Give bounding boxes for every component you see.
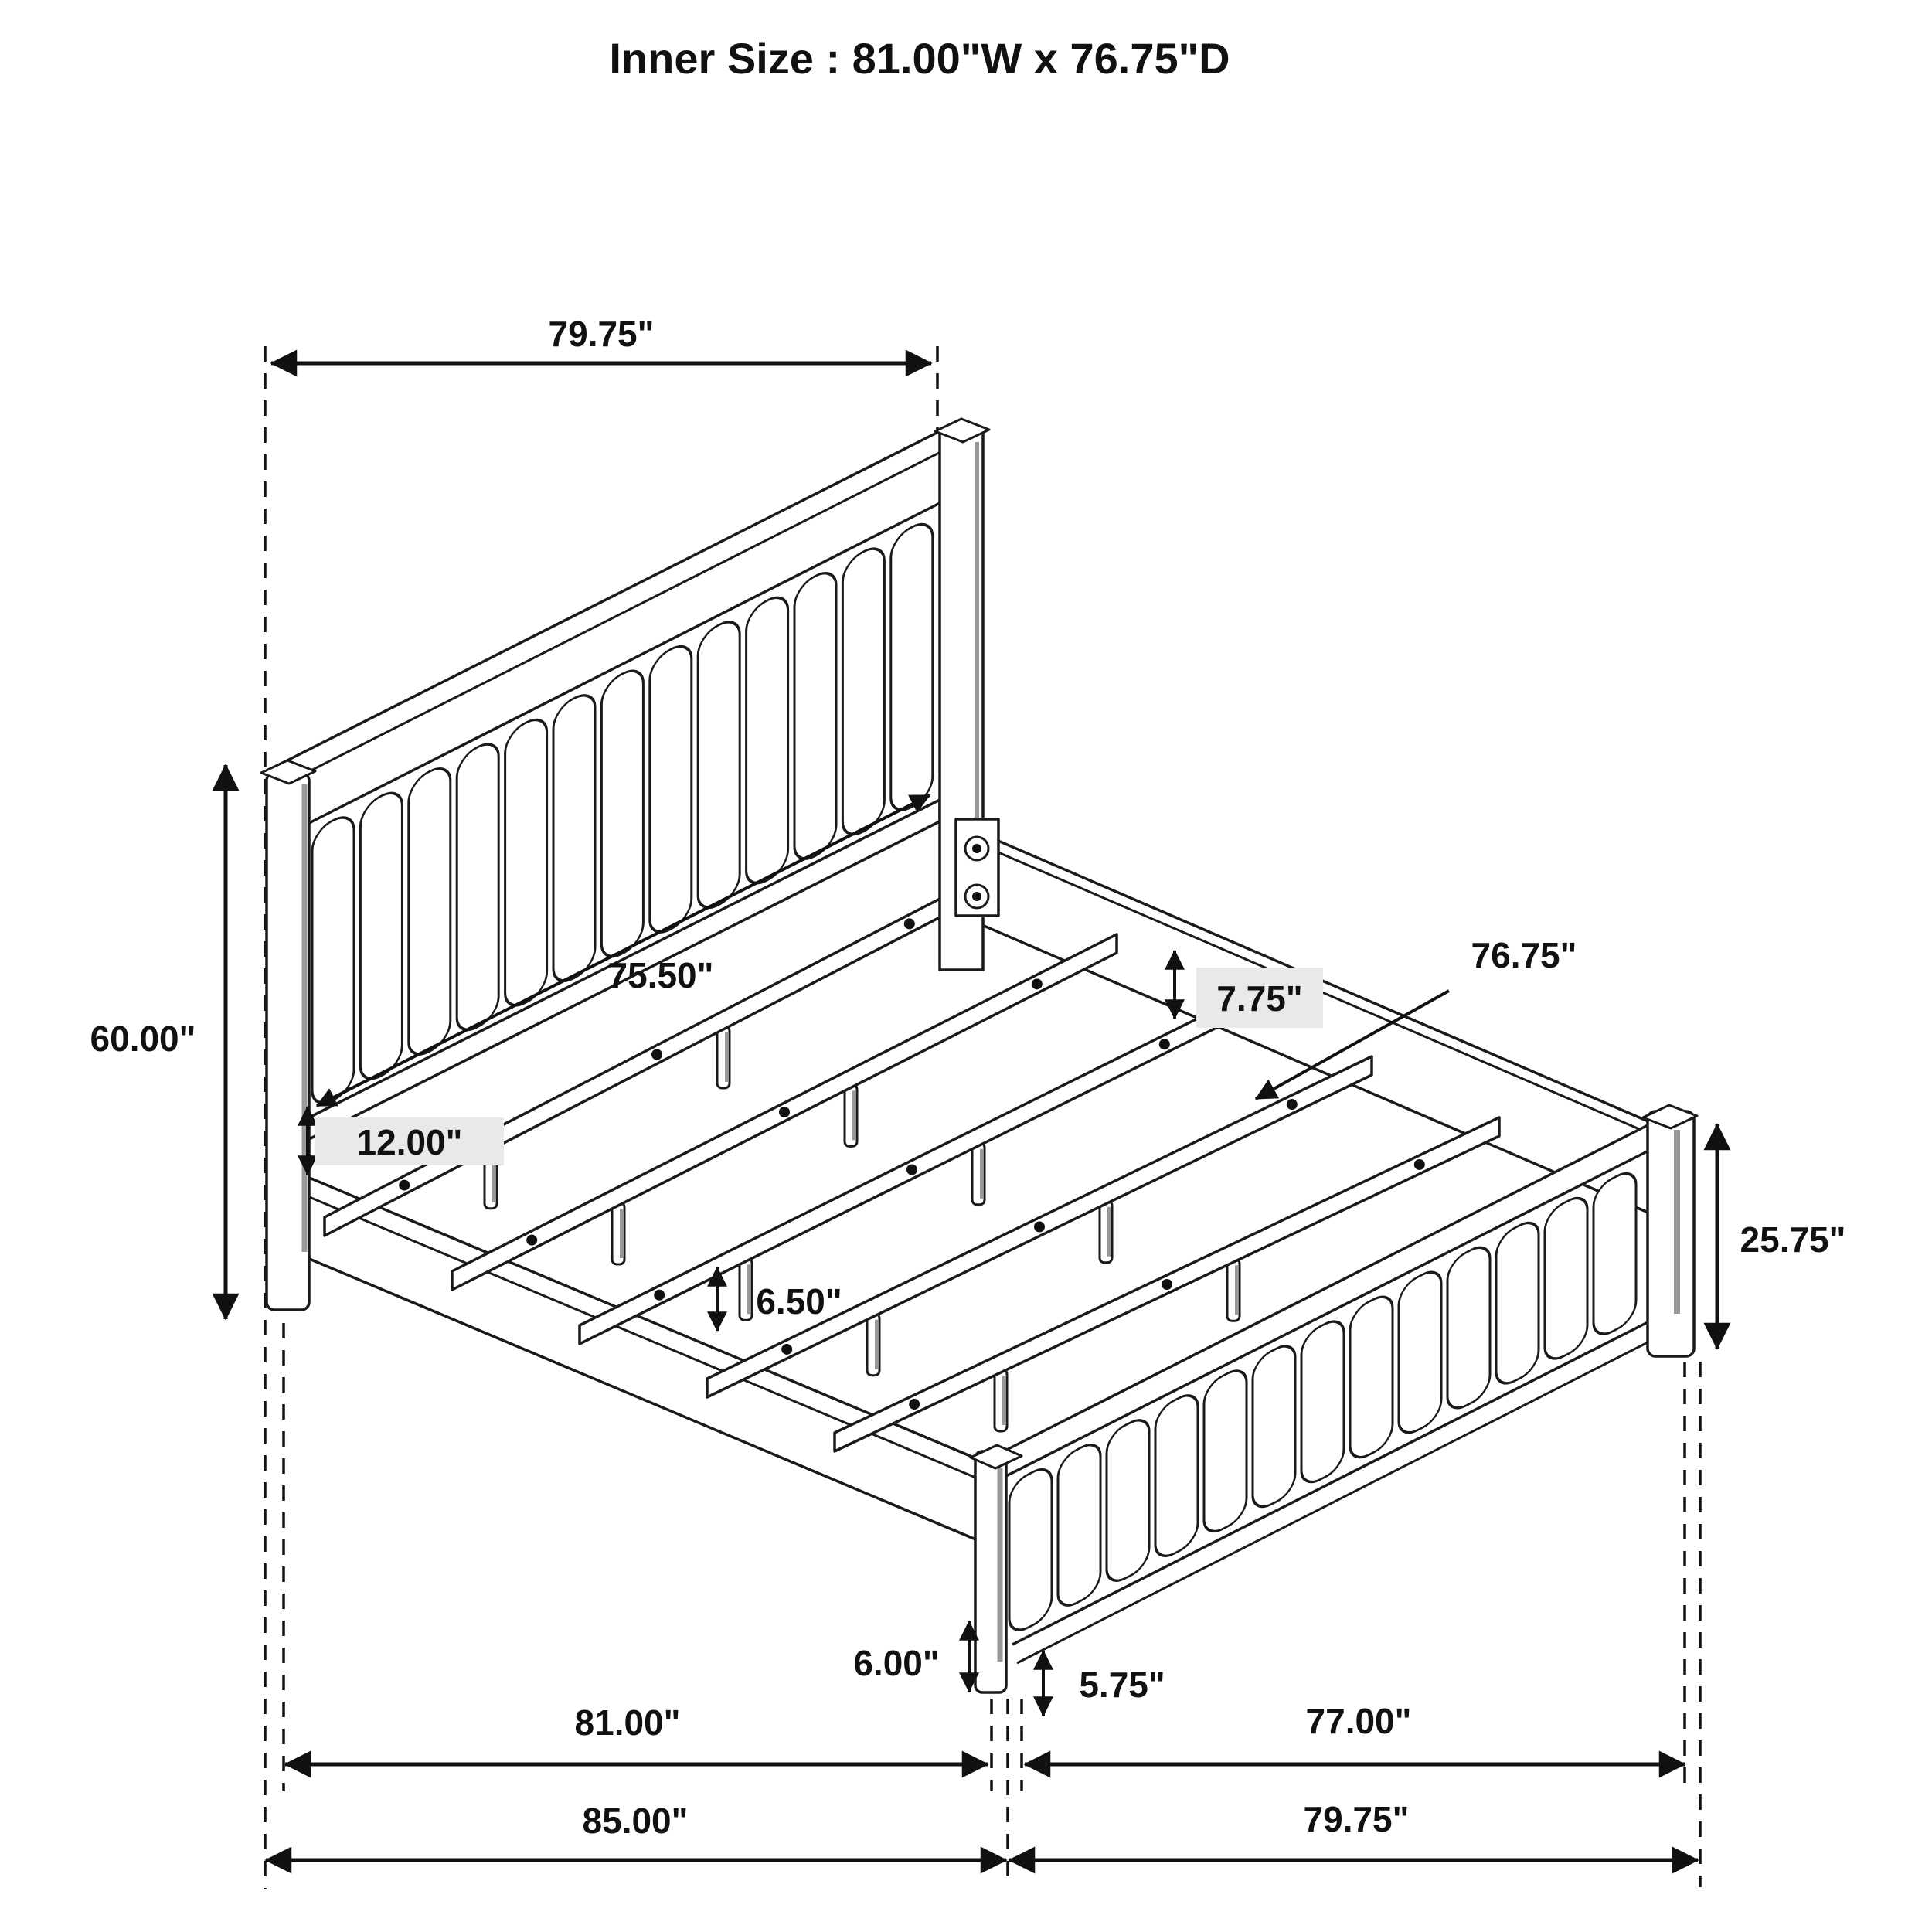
dim-label-footboard-leg: 5.75" bbox=[1079, 1665, 1165, 1705]
headboard-channel bbox=[409, 761, 451, 1062]
headboard-channel bbox=[312, 810, 354, 1111]
side-rail-left bbox=[308, 1177, 983, 1543]
screw-hole bbox=[1287, 1099, 1298, 1110]
dim-label-headboard-width: 79.75" bbox=[548, 314, 655, 354]
dim-label-overall-width: 85.00" bbox=[582, 1801, 689, 1841]
side-rail-left-edge bbox=[308, 1196, 983, 1481]
footboard-channel bbox=[1204, 1364, 1247, 1539]
screw-hole bbox=[654, 1290, 665, 1301]
screw-hole bbox=[1162, 1279, 1172, 1290]
headboard-channel bbox=[505, 712, 547, 1012]
dim-label-rail-height: 7.75" bbox=[1216, 978, 1303, 1019]
screw-hole bbox=[909, 1399, 920, 1410]
footboard-channel bbox=[1447, 1240, 1490, 1415]
headboard-channel bbox=[553, 688, 595, 988]
dim-label-slat-leg: 6.50" bbox=[756, 1281, 842, 1321]
dim-label-footboard-height: 25.75" bbox=[1740, 1219, 1846, 1260]
bolt bbox=[972, 892, 981, 901]
screw-hole bbox=[1159, 1039, 1170, 1049]
bracket-plate bbox=[956, 819, 998, 916]
screw-hole bbox=[1414, 1159, 1425, 1170]
footboard-channel bbox=[1009, 1462, 1052, 1637]
headboard-channel bbox=[794, 566, 836, 866]
bed-frame-drawing bbox=[261, 419, 1697, 1692]
screw-hole bbox=[526, 1235, 537, 1246]
footboard-channel bbox=[1496, 1216, 1539, 1390]
footboard-channel bbox=[1594, 1166, 1636, 1341]
page-title: Inner Size : 81.00"W x 76.75"D bbox=[609, 34, 1230, 83]
headboard-channel bbox=[457, 736, 498, 1037]
footboard-channel bbox=[1399, 1265, 1441, 1440]
bolt bbox=[972, 844, 981, 853]
headboard-channel bbox=[601, 663, 643, 964]
footboard-channel bbox=[1350, 1290, 1393, 1464]
screw-hole bbox=[651, 1049, 662, 1060]
screw-hole bbox=[1032, 978, 1043, 989]
headboard-channel bbox=[650, 639, 692, 940]
dim-label-inner-depth-floor: 77.00" bbox=[1305, 1701, 1412, 1741]
dim-label-inner-depth: 76.75" bbox=[1471, 935, 1577, 975]
dim-label-front-leg: 6.00" bbox=[853, 1643, 940, 1683]
footboard-channel bbox=[1253, 1339, 1295, 1514]
dim-label-overall-depth: 79.75" bbox=[1303, 1799, 1410, 1839]
headboard-channel bbox=[698, 614, 740, 915]
dim-label-headboard-panel: 75.50" bbox=[607, 955, 714, 995]
headboard-channel bbox=[747, 590, 788, 890]
footboard-channel bbox=[1545, 1191, 1587, 1366]
footboard-channel bbox=[1155, 1389, 1198, 1563]
dim-label-panel-gap: 12.00" bbox=[356, 1122, 463, 1162]
dim-label-inner-width-floor: 81.00" bbox=[574, 1702, 681, 1743]
footboard-channel bbox=[1058, 1438, 1100, 1613]
dim-label-headboard-height: 60.00" bbox=[90, 1019, 196, 1059]
headboard-channel bbox=[360, 785, 402, 1086]
screw-hole bbox=[399, 1180, 410, 1191]
screw-hole bbox=[779, 1107, 790, 1117]
footboard-channel bbox=[1107, 1413, 1149, 1588]
headboard-channel bbox=[891, 517, 933, 818]
screw-hole bbox=[904, 918, 915, 929]
footboard-post-right bbox=[1648, 1111, 1694, 1356]
footboard-channel bbox=[1301, 1315, 1344, 1489]
screw-hole bbox=[781, 1344, 792, 1355]
screw-hole bbox=[1034, 1222, 1045, 1233]
headboard-channel bbox=[842, 541, 884, 842]
screw-hole bbox=[906, 1165, 917, 1175]
